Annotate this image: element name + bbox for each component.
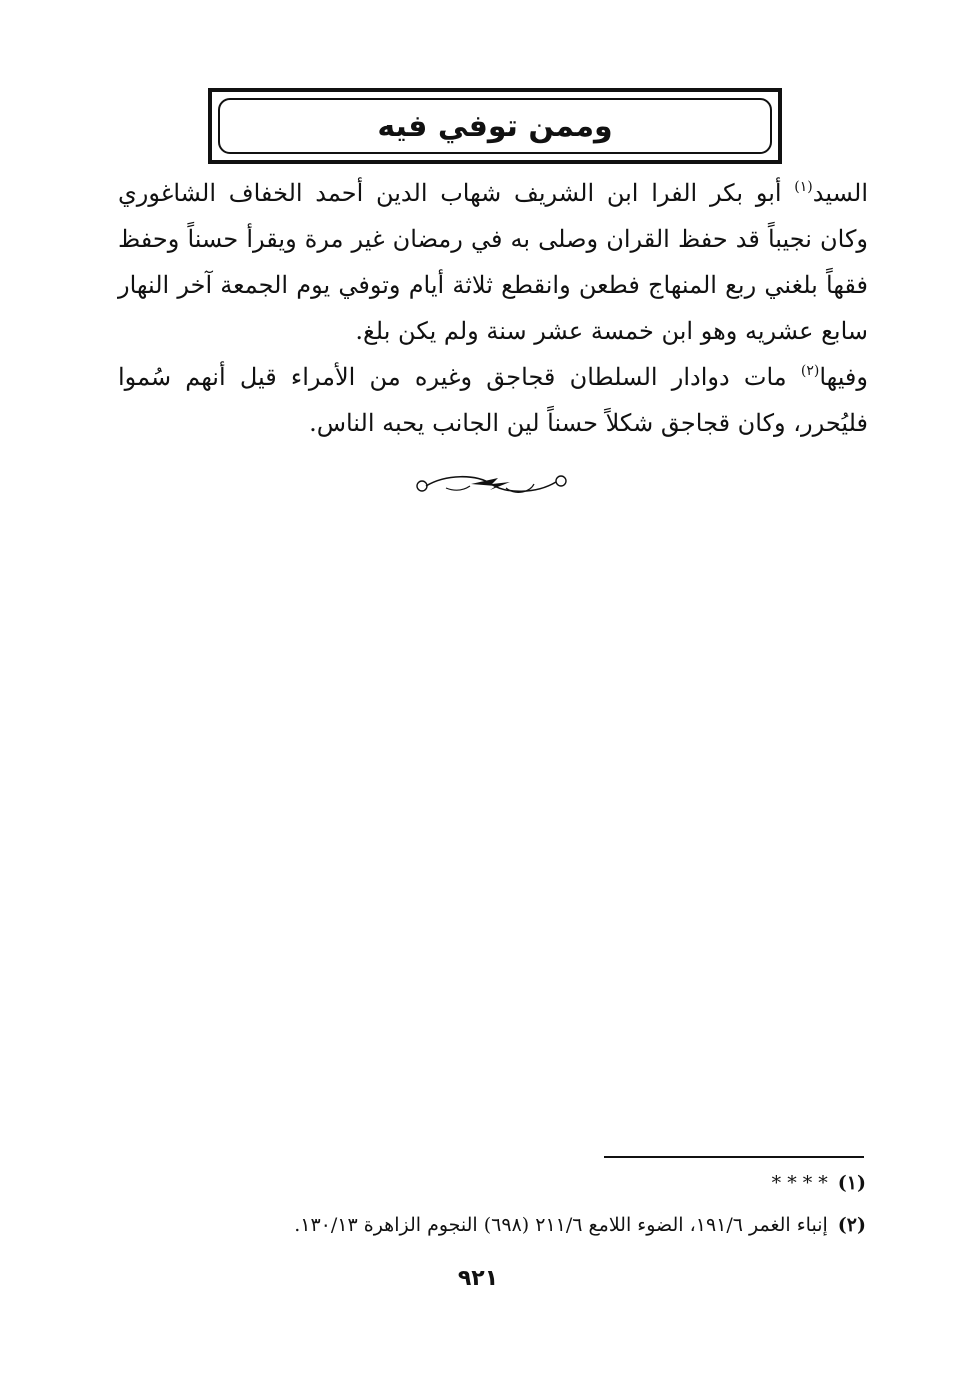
footnote-2	[118, 1210, 866, 1240]
paragraph-1-body: أبو بكر الفرا ابن الشريف شهاب الدين أحمد الخفاف الشاغوري وكان نجيباً قد حفظ القران وصلى به في رمضان غير مرة ويقرأ حسناً وحفظ فقهاً بلغني ربع المنهاج فطعن وانقطع ثلاثة أيام وتوفي يوم الجمعة آخر النهار سابع عشريه وهو ابن خمسة عشر سنة ولم يكن بلغ.	[118, 179, 868, 345]
footnote-divider	[604, 1156, 864, 1158]
heading-inner-frame	[218, 98, 772, 154]
footnote-ref-2: (٢)	[800, 363, 820, 379]
paragraph-2-body: مات دوادار السلطان قجاجق وغيره من الأمراء قيل أنهم سُموا فليُحرر، وكان قجاجق شكلاً حسناً لين الجانب يحبه الناس.	[118, 363, 868, 437]
page-number: ٩٢١	[457, 1266, 499, 1291]
paragraph-1-start: السيد	[812, 179, 868, 207]
ornament-divider-icon	[406, 470, 576, 500]
heading-frame	[208, 88, 782, 164]
paragraph-2	[118, 354, 868, 446]
footnote-1-text: * * * *	[771, 1172, 828, 1194]
footnote-2-text: إنباء الغمر ١٩١/٦، الضوء اللامع ٢١١/٦ (٦٩٨) النجوم الزاهرة ١٣٠/١٣.	[294, 1214, 828, 1236]
footnote-ref-1: (١)	[794, 179, 813, 195]
paragraph-1	[118, 170, 868, 354]
paragraph-2-start: وفيها	[819, 363, 868, 391]
footnote-1	[118, 1168, 866, 1198]
footnote-2-number: (٢)	[837, 1214, 866, 1236]
section-heading: وممن توفي فيه	[377, 108, 613, 144]
footnote-1-number: (١)	[837, 1172, 866, 1194]
